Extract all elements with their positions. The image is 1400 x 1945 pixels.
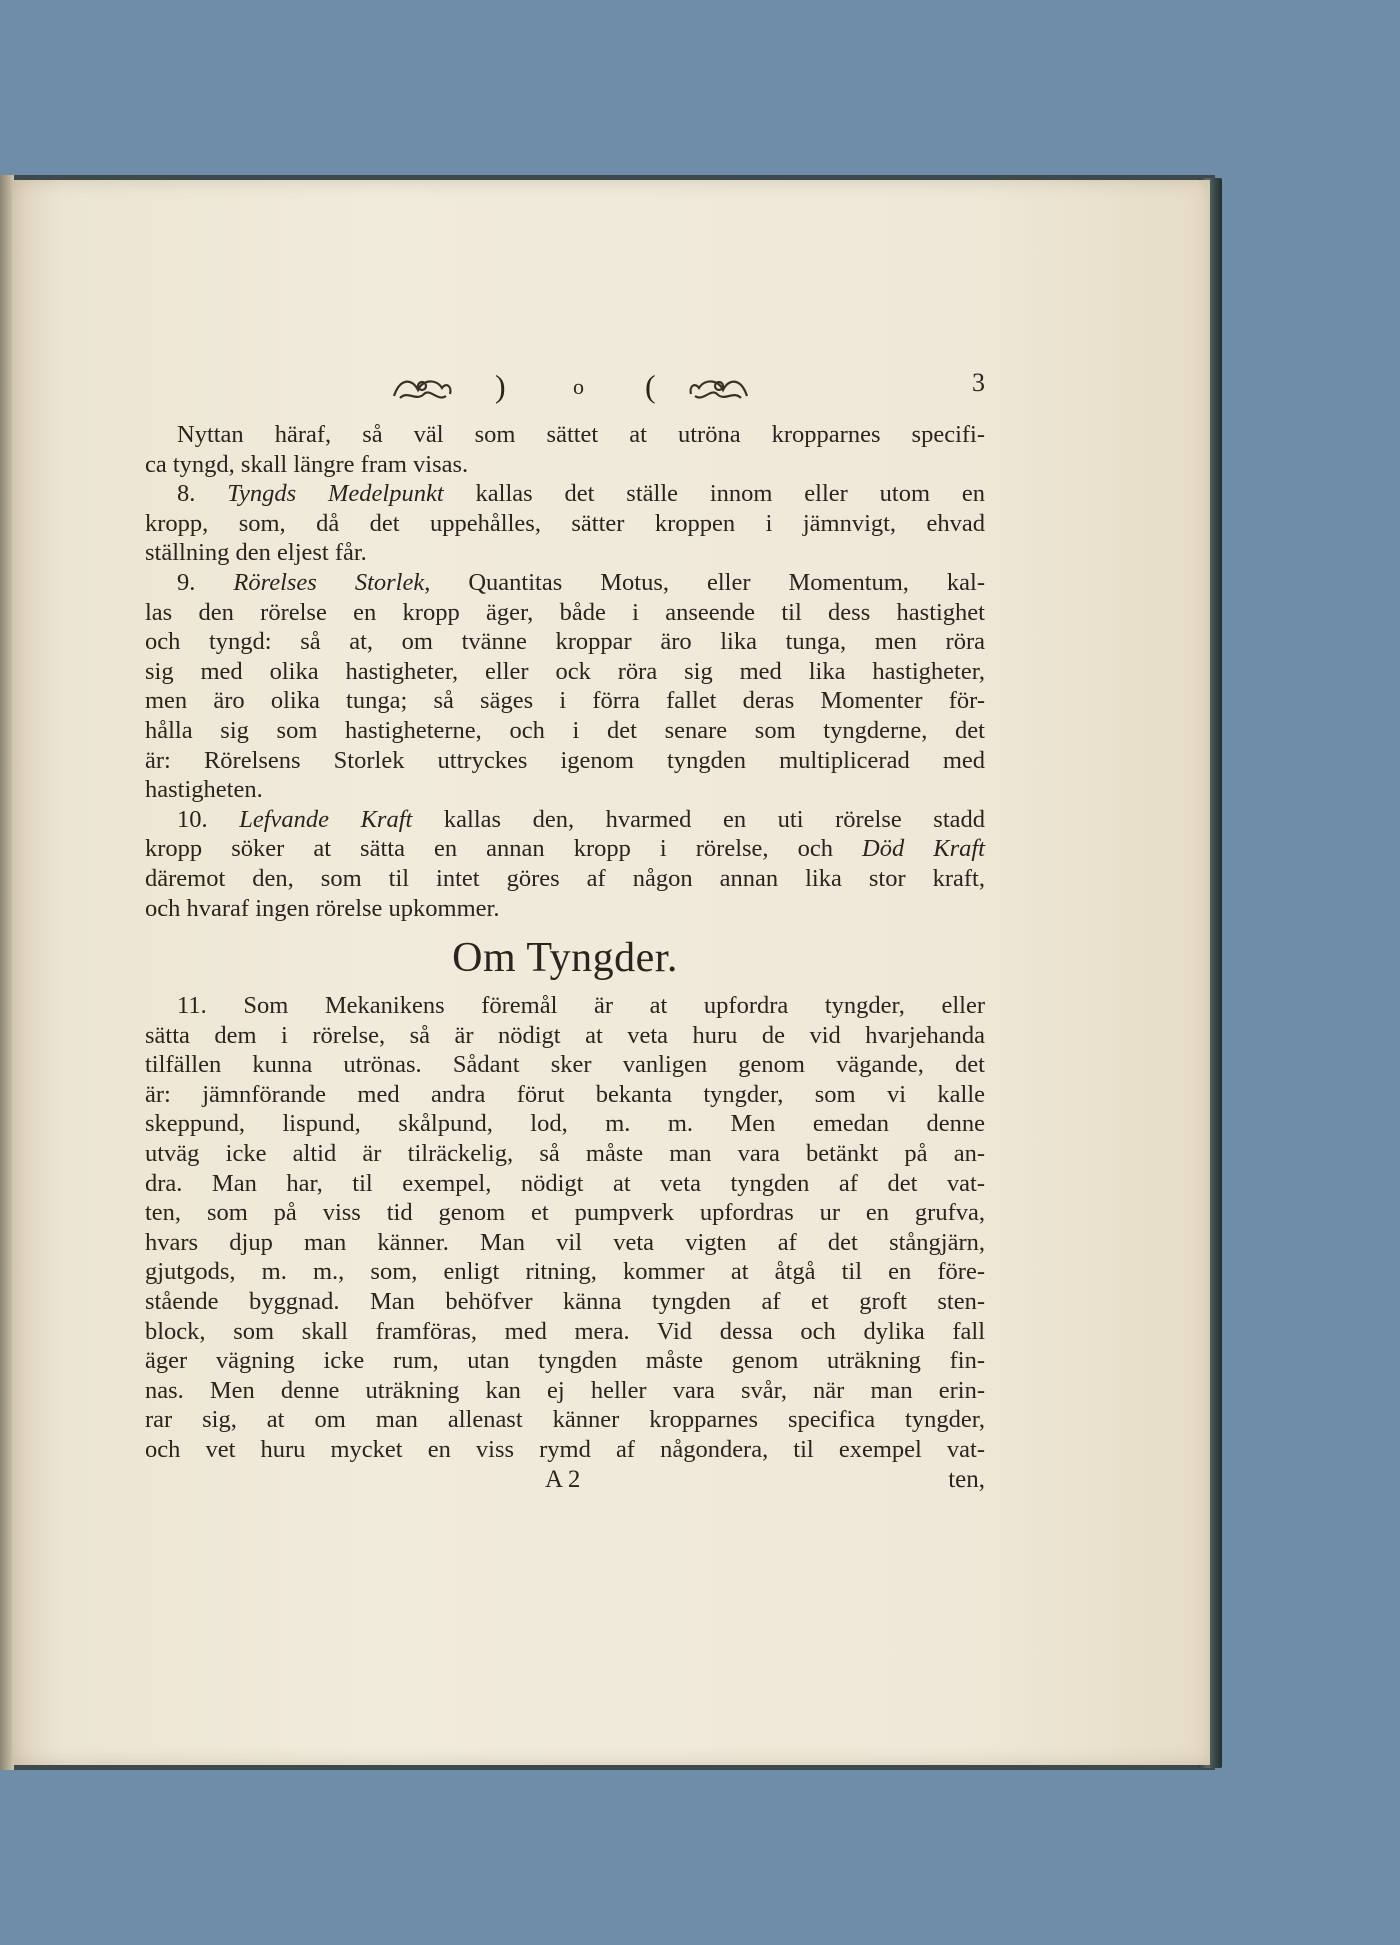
text-fragment: kallas den, hvarmed en uti rörelse stadd — [412, 805, 986, 833]
text-line: sig med olika hastigheter, eller ock röra sig med lika hastigheter, — [145, 657, 985, 685]
floral-ornament-icon — [390, 372, 454, 406]
paragraph-10-first-line — [145, 805, 985, 835]
text-line: las den rörelse en kropp äger, både i anseende til dess hastighet — [145, 598, 985, 626]
signature-mark: A 2 — [545, 1465, 581, 1493]
text-line: ställning den eljest får. — [145, 539, 367, 567]
text-line: ten, som på viss tid genom et pumpverk upfordras ur en grufva, — [145, 1199, 985, 1227]
term-lefvande-kraft: Lefvande Kraft — [239, 805, 413, 833]
text-line: 11. Som Mekanikens föremål är at upfordra tyngder, eller — [177, 992, 985, 1020]
paragraph-number: 9. — [177, 568, 196, 596]
running-header — [390, 370, 1010, 410]
text-line: och vet huru mycket en viss rymd af någondera, til exempel vat- — [145, 1436, 985, 1463]
text-line: block, som skall framföras, med mera. Vid dessa och dylika fall — [145, 1317, 985, 1345]
text-line: ca tyngd, skall längre fram visas. — [145, 450, 469, 478]
header-center-mark: o — [573, 374, 584, 399]
text-line: utväg icke altid är tilräckelig, så måste man vara betänkt på an- — [145, 1140, 985, 1168]
text-line: dra. Man har, til exempel, nödigt at veta tyngden af det vat- — [145, 1169, 985, 1197]
text-line: rar sig, at om man allenast känner kropparnes specifica tyngder, — [145, 1406, 985, 1434]
paragraph-10-second-line — [145, 834, 985, 864]
paragraph-8-first-line — [145, 479, 985, 509]
page-text — [145, 420, 985, 1495]
text-line: och tyngd: så at, om tvänne kroppar äro lika tunga, men röra — [145, 628, 985, 656]
text-line: hastigheten. — [145, 776, 263, 804]
paragraph-number: 10. — [177, 805, 208, 833]
text-line: Nyttan häraf, så väl som sättet at utröna kropparnes specifi- — [177, 421, 985, 448]
catchword: ten, — [948, 1465, 985, 1493]
text-line: stående byggnad. Man behöfver känna tyngden af et groft sten- — [145, 1288, 985, 1316]
term-rorelses-storlek: Rörelses Storlek — [233, 568, 425, 596]
text-line: hålla sig som hastigheterne, och i det senare som tyngderne, det — [145, 716, 985, 744]
text-fragment: kallas det ställe innom eller utom en — [443, 480, 985, 508]
page-footer — [145, 1465, 985, 1495]
text-line: men äro olika tunga; så säges i förra fallet deras Momenter för- — [145, 687, 985, 715]
floral-ornament-icon — [687, 372, 751, 406]
text-fragment: kropp söker at sätta en annan kropp i rörelse, och — [145, 835, 863, 863]
text-line: och hvaraf ingen rörelse upkommer. — [145, 894, 500, 922]
header-paren-right: ( — [645, 368, 656, 404]
term-tyngds-medelpunkt: Tyngds Medelpunkt — [227, 480, 444, 508]
text-line: hvars djup man känner. Man vil veta vigten af det stångjärn, — [145, 1228, 985, 1256]
text-line: sätta dem i rörelse, så är nödigt at veta huru de vid hvarjehanda — [145, 1021, 985, 1049]
text-line: är: Rörelsens Storlek uttryckes igenom tyngden multiplicerad med — [145, 746, 985, 774]
paragraph-9-first-line — [145, 568, 985, 598]
text-line: äger vägning icke rum, utan tyngden måste genom uträkning fin- — [145, 1347, 985, 1375]
text-line: kropp, som, då det uppehålles, sätter kroppen i jämnvigt, ehvad — [145, 509, 985, 537]
term-dod-kraft: Död Kraft — [862, 835, 985, 863]
section-heading: Om Tyngder. — [452, 935, 678, 982]
text-line: skeppund, lispund, skålpund, lod, m. m. Men emedan denne — [145, 1110, 985, 1138]
text-line: är: jämnförande med andra förut bekanta tyngder, som vi kalle — [145, 1080, 985, 1108]
text-line: nas. Men denne uträkning kan ej heller vara svår, när man erin- — [145, 1376, 985, 1404]
header-paren-left: ) — [495, 368, 506, 404]
page-number: 3 — [972, 368, 985, 397]
text-fragment: , Quantitas Motus, eller Momentum, kal- — [424, 568, 986, 596]
text-line: gjutgods, m. m., som, enligt ritning, kommer at åtgå til en före- — [145, 1258, 985, 1286]
text-line: tilfällen kunna utrönas. Sådant sker vanligen genom vägande, det — [145, 1051, 985, 1079]
text-line: däremot den, som til intet göres af någon annan lika stor kraft, — [145, 864, 985, 892]
paragraph-number: 8. — [177, 480, 196, 508]
